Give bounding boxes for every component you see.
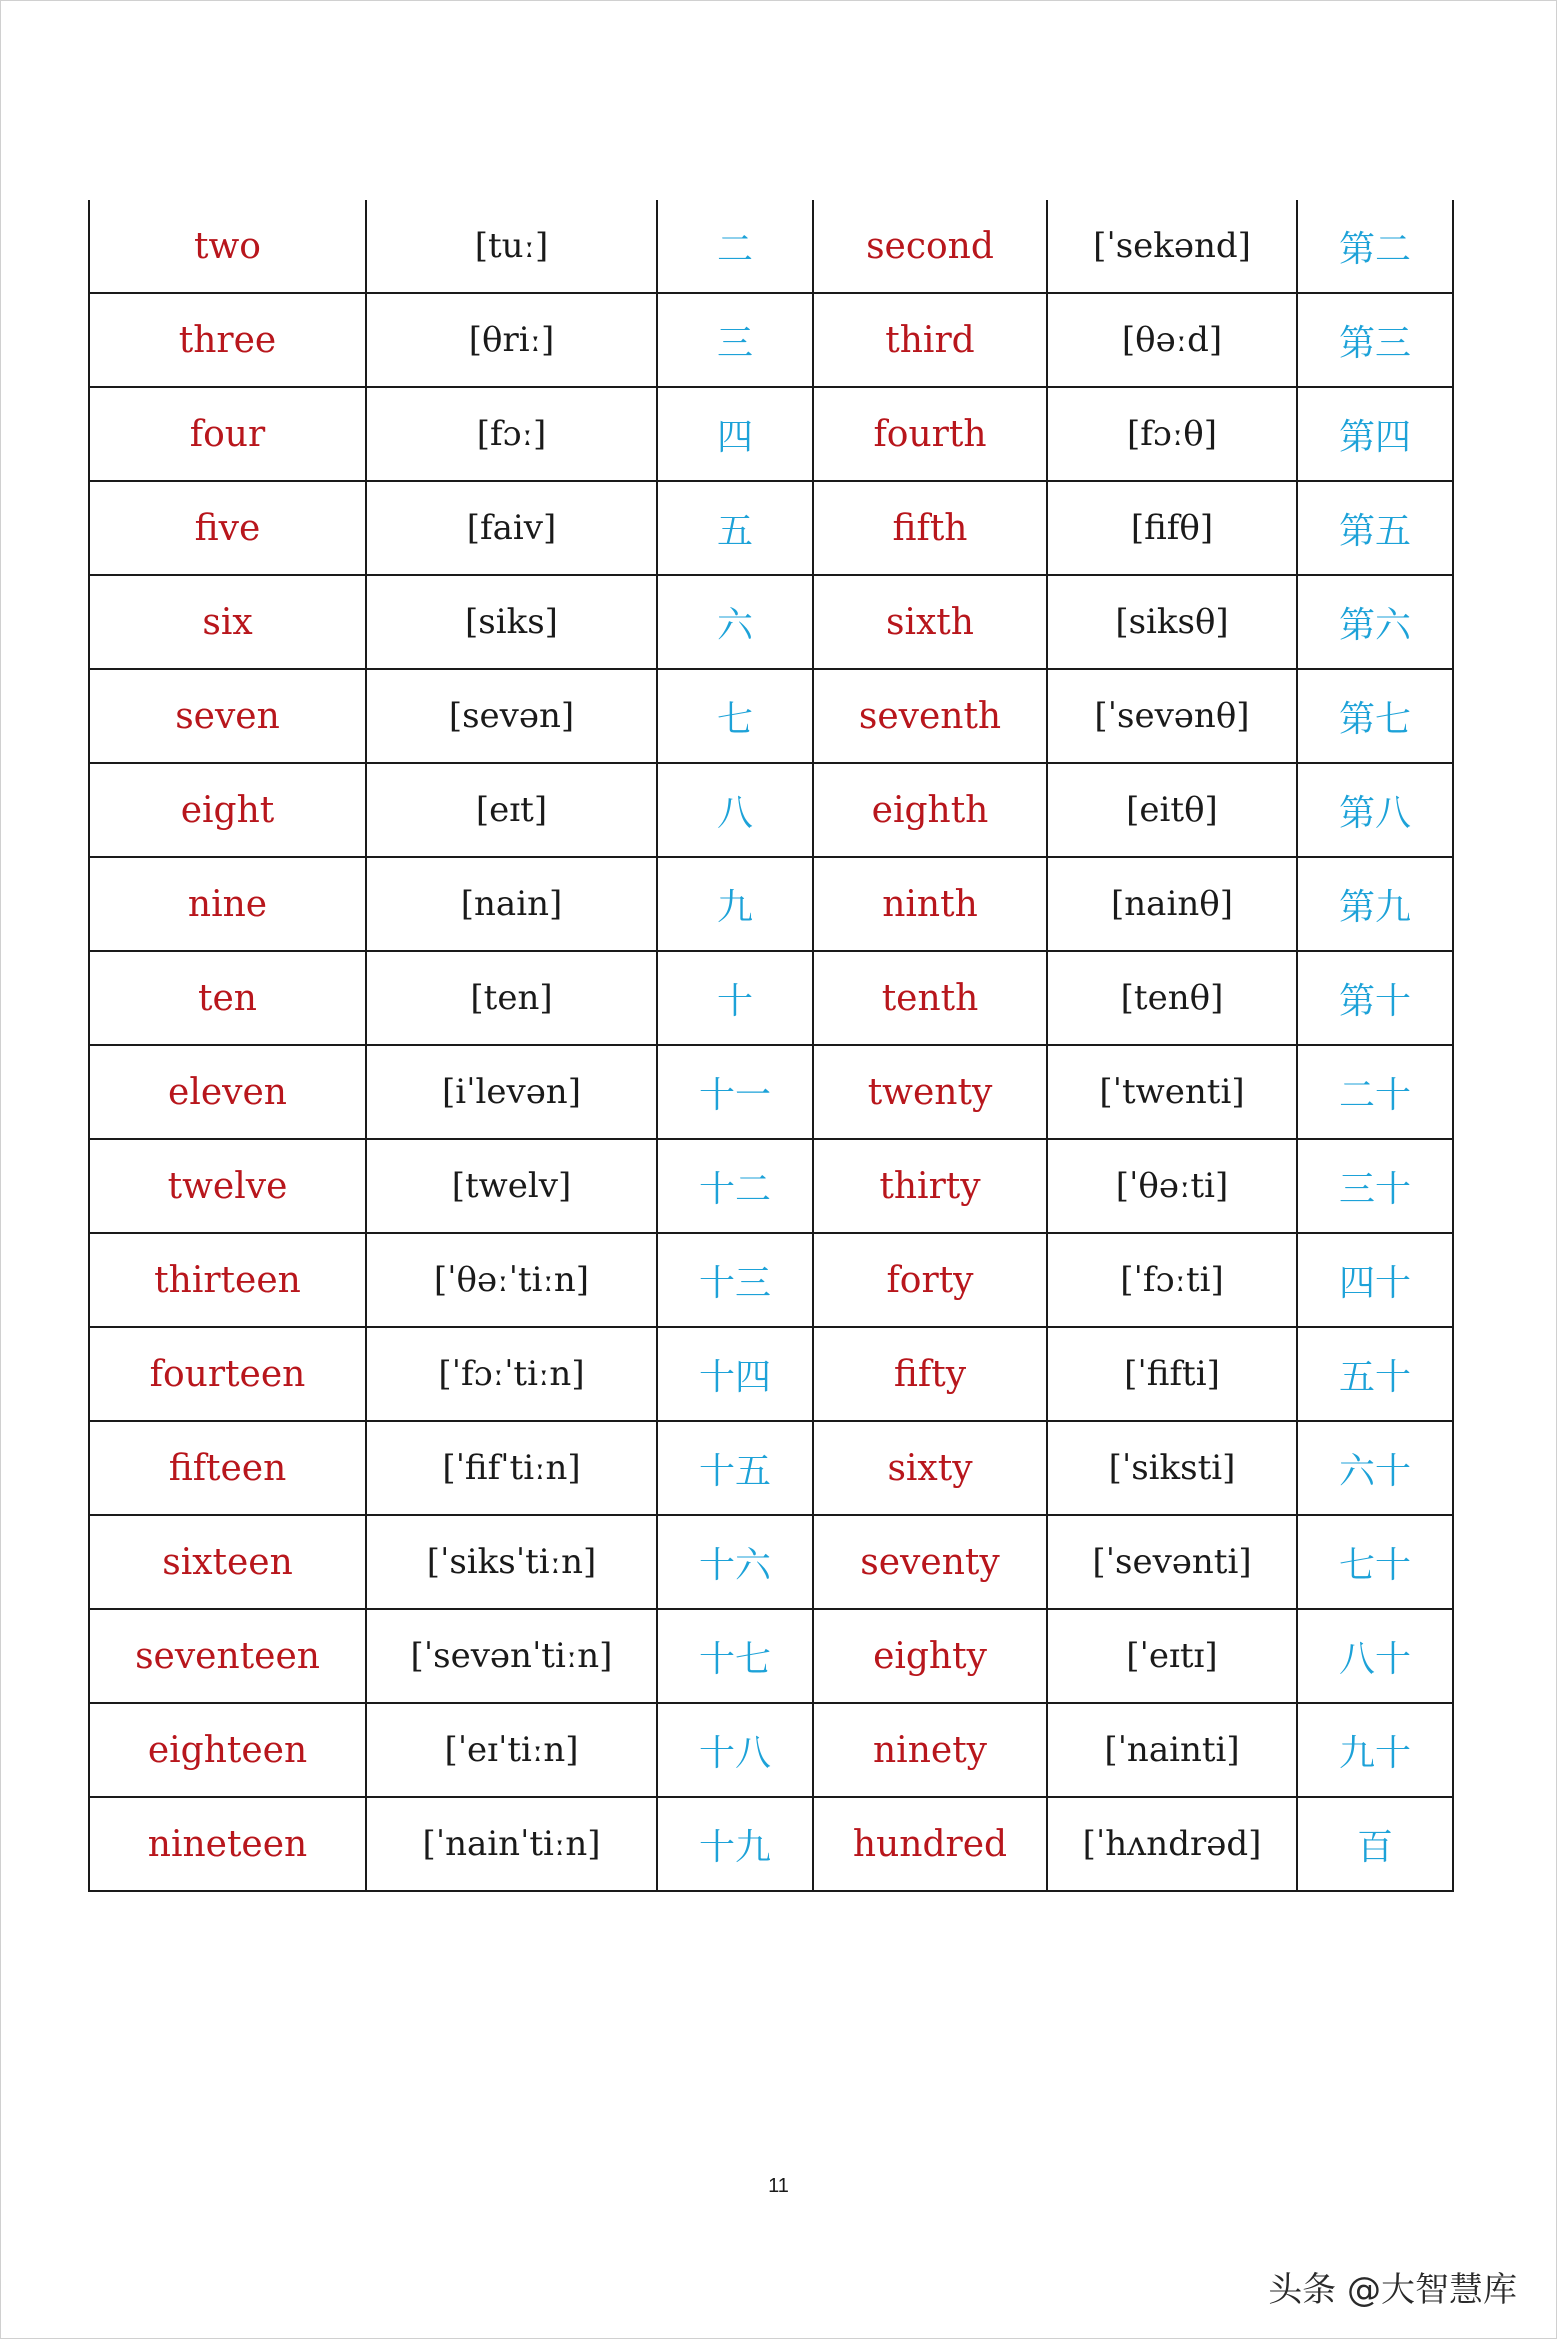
cardinal-word-cell: eleven: [89, 1045, 366, 1139]
ordinal-chinese-cell: 第七: [1297, 669, 1453, 763]
cardinal-phonetic-cell: [iˈlevən]: [366, 1045, 657, 1139]
cardinal-phonetic-cell: [ˈsevənˈtiːn]: [366, 1609, 657, 1703]
ordinal-phonetic-cell: [ˈsiksti]: [1047, 1421, 1297, 1515]
table-row: [89, 1515, 1453, 1609]
table-row: [89, 481, 1453, 575]
ordinal-phonetic-cell: [ˈnainti]: [1047, 1703, 1297, 1797]
table-row: [89, 669, 1453, 763]
ordinal-chinese-cell: 第四: [1297, 387, 1453, 481]
cardinal-phonetic-cell: [faiv]: [366, 481, 657, 575]
cardinal-word-cell: nine: [89, 857, 366, 951]
ordinal-word-cell: ninth: [813, 857, 1047, 951]
cardinal-chinese-cell: 十七: [657, 1609, 813, 1703]
ordinal-word-cell: fifth: [813, 481, 1047, 575]
ordinal-chinese-cell: 六十: [1297, 1421, 1453, 1515]
ordinal-phonetic-cell: [ˈsevənθ]: [1047, 669, 1297, 763]
cardinal-word-cell: twelve: [89, 1139, 366, 1233]
ordinal-chinese-cell: 第五: [1297, 481, 1453, 575]
ordinal-phonetic-cell: [ˈsekənd]: [1047, 200, 1297, 293]
cardinal-word-cell: thirteen: [89, 1233, 366, 1327]
ordinal-chinese-cell: 第三: [1297, 293, 1453, 387]
ordinal-word-cell: seventh: [813, 669, 1047, 763]
watermark: 头条 @大智慧库: [1268, 2270, 1517, 2310]
cardinal-phonetic-cell: [ˈfifˈtiːn]: [366, 1421, 657, 1515]
cardinal-chinese-cell: 四: [657, 387, 813, 481]
cardinal-chinese-cell: 十三: [657, 1233, 813, 1327]
ordinal-phonetic-cell: [siksθ]: [1047, 575, 1297, 669]
cardinal-chinese-cell: 十六: [657, 1515, 813, 1609]
ordinal-phonetic-cell: [fifθ]: [1047, 481, 1297, 575]
ordinal-phonetic-cell: [nainθ]: [1047, 857, 1297, 951]
cardinal-chinese-cell: 八: [657, 763, 813, 857]
cardinal-word-cell: sixteen: [89, 1515, 366, 1609]
ordinal-chinese-cell: 五十: [1297, 1327, 1453, 1421]
cardinal-word-cell: seven: [89, 669, 366, 763]
ordinal-phonetic-cell: [ˈfɔːti]: [1047, 1233, 1297, 1327]
ordinal-phonetic-cell: [fɔːθ]: [1047, 387, 1297, 481]
table-row: [89, 200, 1453, 293]
cardinal-chinese-cell: 六: [657, 575, 813, 669]
cardinal-phonetic-cell: [ˈθəːˈtiːn]: [366, 1233, 657, 1327]
cardinal-word-cell: eight: [89, 763, 366, 857]
ordinal-chinese-cell: 第九: [1297, 857, 1453, 951]
ordinal-word-cell: third: [813, 293, 1047, 387]
ordinal-word-cell: seventy: [813, 1515, 1047, 1609]
cardinal-word-cell: two: [89, 200, 366, 293]
ordinal-phonetic-cell: [ˈsevənti]: [1047, 1515, 1297, 1609]
cardinal-phonetic-cell: [ten]: [366, 951, 657, 1045]
cardinal-phonetic-cell: [eɪt]: [366, 763, 657, 857]
ordinal-word-cell: twenty: [813, 1045, 1047, 1139]
ordinal-word-cell: sixty: [813, 1421, 1047, 1515]
cardinal-word-cell: eighteen: [89, 1703, 366, 1797]
cardinal-chinese-cell: 十一: [657, 1045, 813, 1139]
cardinal-chinese-cell: 十四: [657, 1327, 813, 1421]
table-row: [89, 1139, 1453, 1233]
ordinal-word-cell: eighth: [813, 763, 1047, 857]
cardinal-word-cell: fifteen: [89, 1421, 366, 1515]
cardinal-phonetic-cell: [ˈfɔːˈtiːn]: [366, 1327, 657, 1421]
cardinal-chinese-cell: 五: [657, 481, 813, 575]
ordinal-chinese-cell: 九十: [1297, 1703, 1453, 1797]
page-number: 11: [768, 2175, 789, 2197]
cardinal-chinese-cell: 九: [657, 857, 813, 951]
ordinal-chinese-cell: 三十: [1297, 1139, 1453, 1233]
ordinal-word-cell: eighty: [813, 1609, 1047, 1703]
ordinal-word-cell: ninety: [813, 1703, 1047, 1797]
cardinal-phonetic-cell: [fɔː]: [366, 387, 657, 481]
cardinal-word-cell: four: [89, 387, 366, 481]
cardinal-chinese-cell: 三: [657, 293, 813, 387]
ordinal-phonetic-cell: [ˈfifti]: [1047, 1327, 1297, 1421]
ordinal-phonetic-cell: [ˈθəːti]: [1047, 1139, 1297, 1233]
cardinal-word-cell: nineteen: [89, 1797, 366, 1891]
cardinal-phonetic-cell: [twelv]: [366, 1139, 657, 1233]
table-row: [89, 387, 1453, 481]
ordinal-phonetic-cell: [eitθ]: [1047, 763, 1297, 857]
ordinal-chinese-cell: 第十: [1297, 951, 1453, 1045]
cardinal-word-cell: three: [89, 293, 366, 387]
cardinal-chinese-cell: 十九: [657, 1797, 813, 1891]
ordinal-phonetic-cell: [tenθ]: [1047, 951, 1297, 1045]
ordinal-chinese-cell: 第二: [1297, 200, 1453, 293]
ordinal-word-cell: thirty: [813, 1139, 1047, 1233]
cardinal-chinese-cell: 二: [657, 200, 813, 293]
table-body: [89, 200, 1453, 1891]
cardinal-phonetic-cell: [tuː]: [366, 200, 657, 293]
ordinal-phonetic-cell: [ˈeɪtɪ]: [1047, 1609, 1297, 1703]
ordinal-word-cell: second: [813, 200, 1047, 293]
cardinal-phonetic-cell: [θriː]: [366, 293, 657, 387]
ordinal-phonetic-cell: [θəːd]: [1047, 293, 1297, 387]
ordinal-word-cell: fourth: [813, 387, 1047, 481]
ordinal-chinese-cell: 二十: [1297, 1045, 1453, 1139]
table-row: [89, 1327, 1453, 1421]
ordinal-chinese-cell: 四十: [1297, 1233, 1453, 1327]
number-vocabulary-table: [88, 200, 1454, 1892]
table-row: [89, 293, 1453, 387]
ordinal-word-cell: hundred: [813, 1797, 1047, 1891]
ordinal-word-cell: sixth: [813, 575, 1047, 669]
table-row: [89, 575, 1453, 669]
table-row: [89, 1703, 1453, 1797]
cardinal-word-cell: six: [89, 575, 366, 669]
table-row: [89, 951, 1453, 1045]
cardinal-phonetic-cell: [ˈnainˈtiːn]: [366, 1797, 657, 1891]
ordinal-phonetic-cell: [ˈhʌndrəd]: [1047, 1797, 1297, 1891]
ordinal-word-cell: forty: [813, 1233, 1047, 1327]
ordinal-chinese-cell: 第八: [1297, 763, 1453, 857]
cardinal-phonetic-cell: [ˈeɪˈtiːn]: [366, 1703, 657, 1797]
cardinal-phonetic-cell: [sevən]: [366, 669, 657, 763]
table-row: [89, 1421, 1453, 1515]
table-row: [89, 1609, 1453, 1703]
ordinal-phonetic-cell: [ˈtwenti]: [1047, 1045, 1297, 1139]
cardinal-phonetic-cell: [ˈsiksˈtiːn]: [366, 1515, 657, 1609]
cardinal-chinese-cell: 十二: [657, 1139, 813, 1233]
ordinal-chinese-cell: 八十: [1297, 1609, 1453, 1703]
cardinal-chinese-cell: 十: [657, 951, 813, 1045]
cardinal-phonetic-cell: [nain]: [366, 857, 657, 951]
cardinal-chinese-cell: 十八: [657, 1703, 813, 1797]
ordinal-chinese-cell: 第六: [1297, 575, 1453, 669]
table-row: [89, 1045, 1453, 1139]
table-row: [89, 1233, 1453, 1327]
table-row: [89, 1797, 1453, 1891]
cardinal-phonetic-cell: [siks]: [366, 575, 657, 669]
cardinal-word-cell: ten: [89, 951, 366, 1045]
ordinal-word-cell: fifty: [813, 1327, 1047, 1421]
cardinal-word-cell: fourteen: [89, 1327, 366, 1421]
cardinal-word-cell: five: [89, 481, 366, 575]
table-row: [89, 857, 1453, 951]
cardinal-chinese-cell: 七: [657, 669, 813, 763]
ordinal-chinese-cell: 七十: [1297, 1515, 1453, 1609]
table-row: [89, 763, 1453, 857]
cardinal-chinese-cell: 十五: [657, 1421, 813, 1515]
ordinal-word-cell: tenth: [813, 951, 1047, 1045]
ordinal-chinese-cell: 百: [1297, 1797, 1453, 1891]
cardinal-word-cell: seventeen: [89, 1609, 366, 1703]
